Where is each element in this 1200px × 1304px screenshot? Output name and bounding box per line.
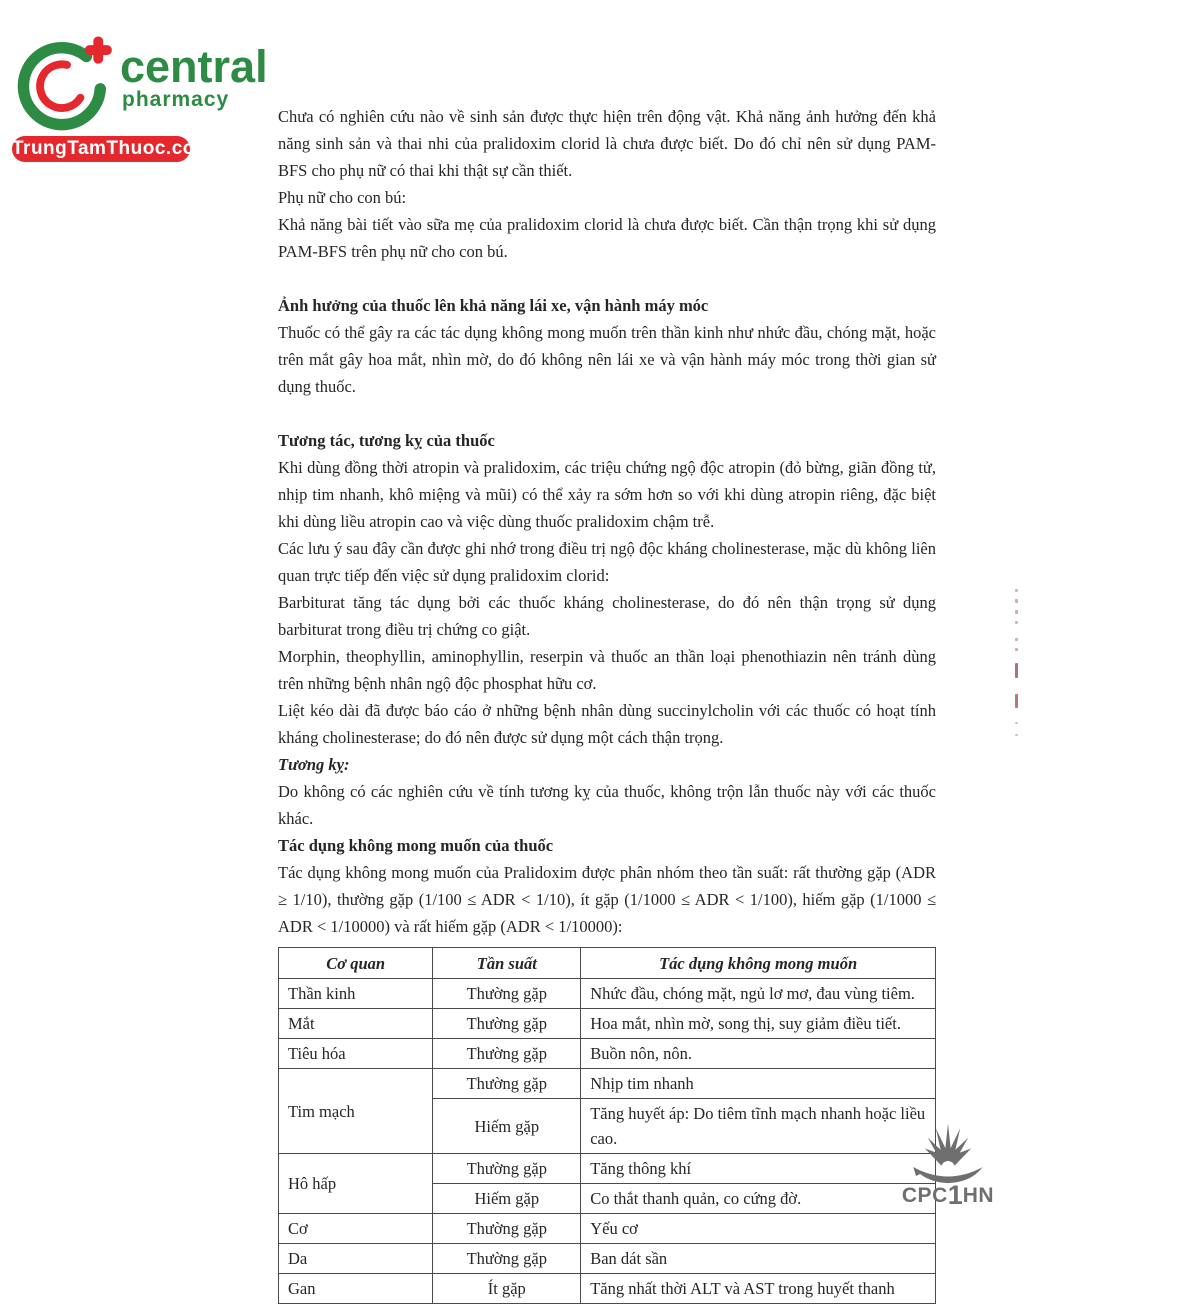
- paragraph: Khi dùng đồng thời atropin và pralidoxim, các triệu chứng ngộ độc atropin (đỏ bừng, giãn đồng tử, nhịp tim nhanh, khô miệng và mũi) có thể xảy ra sớm hơn so với khi dùng atropin riêng, đặc biệt khi dùng liều atropin cao và việc dùng thuốc pralidoxim chậm trễ.: [278, 458, 936, 531]
- paragraph: Do không có các nghiên cứu về tính tương kỵ của thuốc, không trộn lẫn thuốc này với các thuốc khác.: [278, 782, 936, 828]
- table-header-row: [279, 948, 936, 979]
- cell-organ: Mắt: [279, 1009, 433, 1039]
- paragraph: Các lưu ý sau đây cần được ghi nhớ trong điều trị ngộ độc kháng cholinesterase, mặc dù không liên quan trực tiếp đến việc sử dụng pralidoxim clorid:: [278, 539, 936, 585]
- cpc1hn-mountain-icon: [902, 1120, 994, 1184]
- cell-effect: Yếu cơ: [581, 1214, 936, 1244]
- central-pharmacy-logo: [12, 30, 272, 162]
- section-heading-driving: Ảnh hưởng của thuốc lên khả năng lái xe, vận hành máy móc: [278, 296, 709, 315]
- table-row: [279, 1039, 936, 1069]
- cell-frequency: Ít gặp: [433, 1274, 581, 1304]
- cell-effect: Ban dát sần: [581, 1244, 936, 1274]
- column-header-frequency: Tần suất: [433, 948, 581, 979]
- cell-organ: Cơ: [279, 1214, 433, 1244]
- cell-effect: Tăng thông khí: [581, 1154, 936, 1184]
- paragraph: Liệt kéo dài đã được báo cáo ở những bệnh nhân dùng succinylcholin với các thuốc có hoạt tính kháng cholinesterase; do đó nên được sử dụng một cách thận trọng.: [278, 701, 936, 747]
- cell-frequency: Thường gặp: [433, 1244, 581, 1274]
- table-row: [279, 1274, 936, 1304]
- brand-website-badge: TrungTamThuoc.com: [12, 136, 190, 162]
- table-row: [279, 1214, 936, 1244]
- cell-frequency: Thường gặp: [433, 1039, 581, 1069]
- cell-effect: Nhức đầu, chóng mặt, ngủ lơ mơ, đau vùng tiêm.: [581, 979, 936, 1009]
- cell-organ: Tiêu hóa: [279, 1039, 433, 1069]
- table-row: [279, 1244, 936, 1274]
- brand-subtitle: pharmacy: [122, 88, 230, 111]
- paragraph: Barbiturat tăng tác dụng bởi các thuốc kháng cholinesterase, do đó nên thận trọng sử dụng barbiturat trong điều trị chứng co giật.: [278, 593, 936, 639]
- cell-organ: Thần kinh: [279, 979, 433, 1009]
- cell-frequency: Thường gặp: [433, 1069, 581, 1099]
- section-heading-adverse-effects: Tác dụng không mong muốn của thuốc: [278, 836, 554, 855]
- column-header-effect: Tác dụng không mong muốn: [581, 948, 936, 979]
- cell-organ: Hô hấp: [279, 1154, 433, 1214]
- document-text-column: [278, 103, 936, 1304]
- paragraph: Tác dụng không mong muốn của Pralidoxim được phân nhóm theo tần suất: rất thường gặp (ADR ≥ 1/10), thường gặp (1/100 ≤ ADR < 1/10), ít gặp (1/1000 ≤ ADR < 1/100), hiếm gặp (1/1000 ≤ ADR < 1/10000) và rất hiếm gặp (ADR < 1/10000):: [278, 863, 936, 936]
- brand-name: central: [120, 41, 268, 92]
- cell-frequency: Thường gặp: [433, 1214, 581, 1244]
- cell-organ: Gan: [279, 1274, 433, 1304]
- central-pharmacy-c-icon: [12, 30, 116, 134]
- paragraph: Chưa có nghiên cứu nào về sinh sản được thực hiện trên động vật. Khả năng ảnh hưởng đến khả năng sinh sản và thai nhi của pralidoxim clorid là chưa được biết. Do đó chỉ nên sử dụng PAM-BFS cho phụ nữ có thai khi thật sự cần thiết.: [278, 107, 936, 180]
- section-heading-interactions: Tương tác, tương kỵ của thuốc: [278, 431, 495, 450]
- subheading-incompatibility: Tương kỵ:: [278, 755, 350, 774]
- adverse-effects-table: [278, 947, 936, 1304]
- cpc1hn-wordmark: CPC1HN: [901, 1180, 995, 1210]
- table-row: [279, 1069, 936, 1099]
- cell-effect: Nhịp tim nhanh: [581, 1069, 936, 1099]
- paragraph: Khả năng bài tiết vào sữa mẹ của pralidoxim clorid là chưa được biết. Cần thận trọng khi sử dụng PAM-BFS trên phụ nữ cho con bú.: [278, 215, 936, 261]
- cell-frequency: Thường gặp: [433, 1009, 581, 1039]
- table-row: [279, 979, 936, 1009]
- cell-frequency: Hiếm gặp: [433, 1099, 581, 1154]
- paragraph: Thuốc có thể gây ra các tác dụng không mong muốn trên thần kinh như nhức đầu, chóng mặt, hoặc trên mắt gây hoa mắt, nhìn mờ, do đó không nên lái xe và vận hành máy móc trong thời gian sử dụng thuốc.: [278, 323, 936, 396]
- cell-frequency: Thường gặp: [433, 1154, 581, 1184]
- cell-frequency: Thường gặp: [433, 979, 581, 1009]
- cell-organ: Tim mạch: [279, 1069, 433, 1154]
- column-header-organ: Cơ quan: [279, 948, 433, 979]
- cell-effect: Hoa mắt, nhìn mờ, song thị, suy giảm điều tiết.: [581, 1009, 936, 1039]
- cell-effect: Co thắt thanh quản, co cứng đờ.: [581, 1184, 936, 1214]
- cell-effect: Tăng nhất thời ALT và AST trong huyết thanh: [581, 1274, 936, 1304]
- cell-effect: Tăng huyết áp: Do tiêm tĩnh mạch nhanh hoặc liều cao.: [581, 1099, 936, 1154]
- cell-effect: Buồn nôn, nôn.: [581, 1039, 936, 1069]
- table-row: [279, 1009, 936, 1039]
- cell-frequency: Hiếm gặp: [433, 1184, 581, 1214]
- paragraph: Morphin, theophyllin, aminophyllin, reserpin và thuốc an thần loại phenothiazin nên tránh dùng trên những bệnh nhân ngộ độc phosphat hữu cơ.: [278, 647, 936, 693]
- table-row: [279, 1154, 936, 1184]
- cpc1hn-logo: [896, 1120, 1000, 1210]
- paragraph: Phụ nữ cho con bú:: [278, 188, 407, 207]
- scan-artifact-marks: [1015, 589, 1019, 743]
- cell-organ: Da: [279, 1244, 433, 1274]
